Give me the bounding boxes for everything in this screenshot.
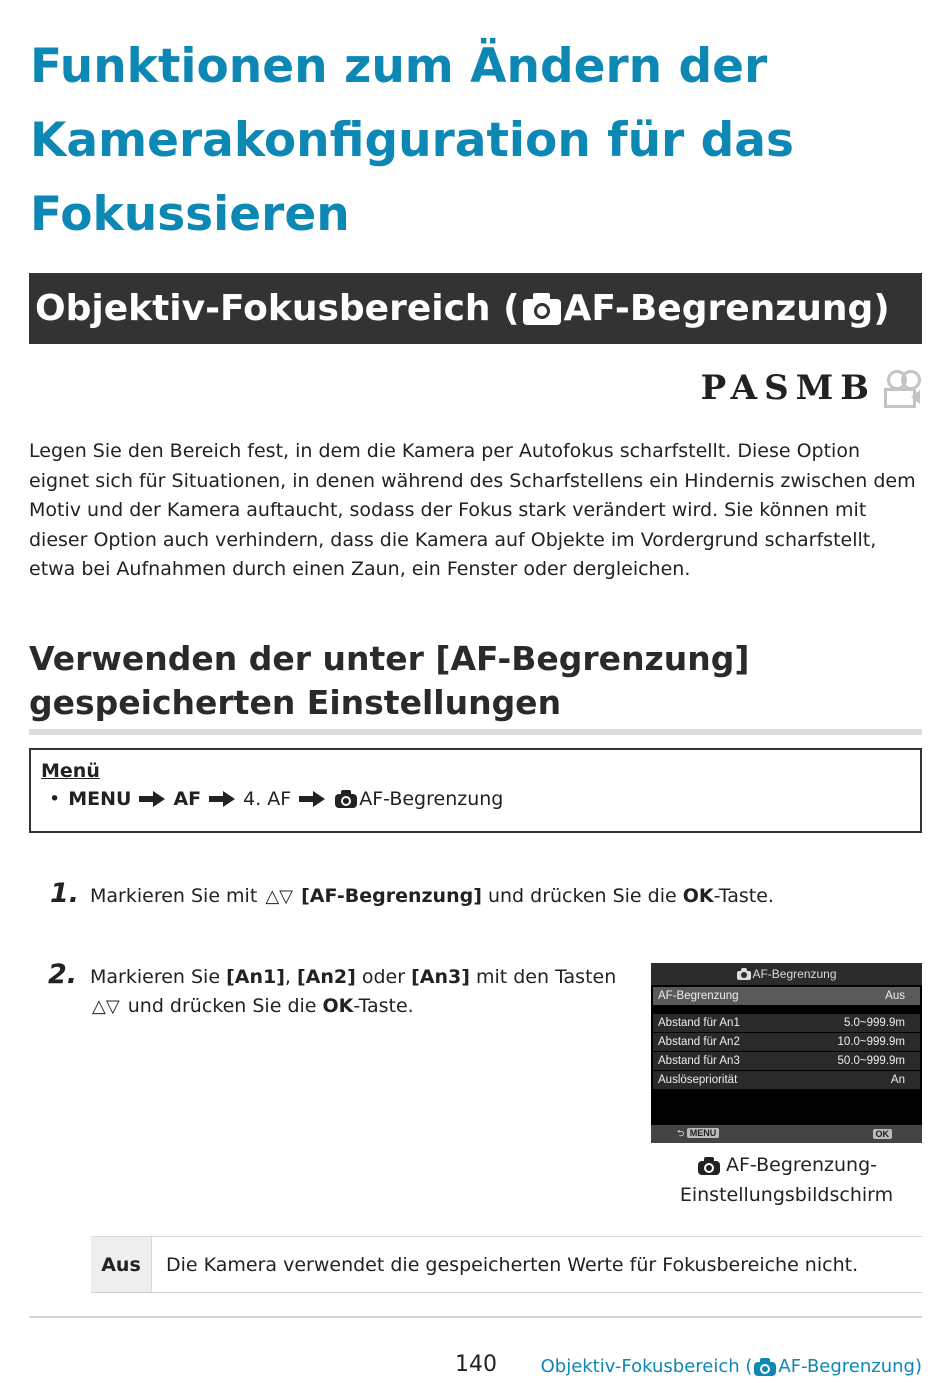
screen-row-value: 5.0~999.9m	[843, 1017, 905, 1029]
screen-caption	[651, 1150, 922, 1210]
caption-line-2: Einstellungsbildschirm	[679, 1184, 894, 1206]
step-text-bold: [AF-Begrenzung]	[301, 885, 482, 907]
screen-title	[651, 963, 922, 985]
section-title-suffix: AF-Begrenzung)	[563, 288, 890, 329]
menu-bullet: •	[49, 788, 61, 810]
screen-row-label: Abstand für An2	[658, 1036, 740, 1048]
section-title-bar	[29, 273, 922, 344]
step-text-part: und drücken Sie die	[487, 885, 677, 907]
menu-path-af-limit: AF-Begrenzung	[359, 788, 504, 810]
arrow-right-icon	[139, 791, 165, 807]
camera-icon	[523, 293, 561, 325]
page-title: Funktionen zum Ändern der Kamerakonfiguration für das Fokussieren	[30, 39, 794, 242]
screen-row-label: Auslösepriorität	[658, 1074, 738, 1086]
movie-camera-icon	[882, 370, 920, 406]
step-text-part: Markieren Sie	[90, 966, 221, 988]
step-1-number: 1.	[50, 878, 80, 909]
step-text-bold: [An1]	[226, 966, 285, 988]
intro-paragraph: Legen Sie den Bereich fest, in dem die Kamera per Autofokus scharfstellt. Diese Option eignet sich für Situationen, in denen während des Scharfstellens ein Hindernis zwischen dem Motiv und der Kamera auftaucht, sodass der Fokus stark verändert wird. Sie können mit dieser Option auch verhindern, dass die Kamera auf Objekte im Vordergrund scharfstellt, etwa bei Aufnahmen durch einen Zaun, ein Fenster oder dergleichen.	[29, 440, 916, 581]
ok-label: OK	[322, 995, 354, 1017]
footer-link-prefix: Objektiv-Fokusbereich (	[540, 1356, 753, 1377]
step-2-number: 2.	[48, 959, 78, 990]
screen-footer	[651, 1125, 922, 1143]
menu-path-4af: 4. AF	[243, 788, 292, 810]
screen-row-value: An	[890, 1074, 905, 1086]
back-arrow-icon: ⮌	[677, 1128, 685, 1138]
caption-line-1: AF-Begrenzung-	[726, 1154, 877, 1176]
step-text-part: Markieren Sie mit	[90, 885, 258, 907]
step-2-text	[90, 963, 630, 1021]
step-text-bold: [An3]	[411, 966, 470, 988]
menu-label: Menü	[41, 760, 100, 782]
up-down-arrows-icon: △▽	[92, 996, 120, 1017]
camera-icon	[737, 968, 751, 980]
section-title-prefix: Objektiv-Fokusbereich (	[35, 288, 520, 329]
ok-tag: OK	[873, 1129, 893, 1139]
menu-path	[41, 788, 920, 810]
screen-title-text: AF-Begrenzung	[752, 967, 837, 981]
menu-tag: MENU	[687, 1128, 720, 1138]
footer-rule	[29, 1316, 922, 1318]
back-hint	[677, 1126, 719, 1142]
camera-icon	[335, 790, 357, 808]
camera-icon	[754, 1358, 776, 1376]
modes-label: PASMB	[700, 368, 876, 408]
subsection-rule	[29, 729, 922, 735]
step-text-part: mit den Tasten	[475, 966, 617, 988]
screen-row-value: 10.0~999.9m	[837, 1036, 905, 1048]
table-key: Aus	[91, 1237, 152, 1292]
screen-row	[653, 1071, 920, 1089]
menu-path-af: AF	[173, 788, 202, 810]
step-text-bold: [An2]	[296, 966, 356, 988]
screen-row	[653, 1052, 920, 1070]
screen-row-label: Abstand für An3	[658, 1055, 740, 1067]
step-text-part: und drücken Sie die	[127, 995, 317, 1017]
table-row	[91, 1236, 922, 1293]
step-text-part: -Taste.	[353, 995, 414, 1017]
screen-row	[653, 1033, 920, 1051]
screen-row-value: Aus	[885, 990, 905, 1002]
camera-screen	[651, 963, 922, 1143]
screen-row-value: 50.0~999.9m	[837, 1055, 905, 1067]
step-text-part: oder	[361, 966, 406, 988]
up-down-arrows-icon: △▽	[265, 886, 294, 907]
footer-section-link[interactable]	[541, 1356, 922, 1377]
page-number: 140	[455, 1352, 497, 1377]
screen-row-label: Abstand für An1	[658, 1017, 740, 1029]
screen-row-label: AF-Begrenzung	[658, 990, 739, 1002]
arrow-right-icon	[299, 791, 325, 807]
step-text-part: -Taste.	[713, 885, 774, 907]
arrow-right-icon	[209, 791, 235, 807]
step-1-text	[90, 882, 810, 911]
table-value: Die Kamera verwendet die gespeicherten Werte für Fokusbereiche nicht.	[166, 1253, 859, 1276]
camera-icon	[698, 1157, 720, 1175]
screen-row	[653, 1014, 920, 1032]
menu-box	[29, 748, 922, 833]
menu-path-menu: MENU	[68, 788, 132, 810]
footer-link-suffix: AF-Begrenzung)	[778, 1356, 922, 1377]
shooting-modes	[701, 368, 920, 408]
screen-row-selected	[653, 987, 920, 1005]
step-text-part: ,	[284, 966, 291, 988]
subsection-title: Verwenden der unter [AF-Begrenzung] gespeicherten Einstellungen	[29, 639, 750, 722]
ok-label: OK	[682, 885, 714, 907]
